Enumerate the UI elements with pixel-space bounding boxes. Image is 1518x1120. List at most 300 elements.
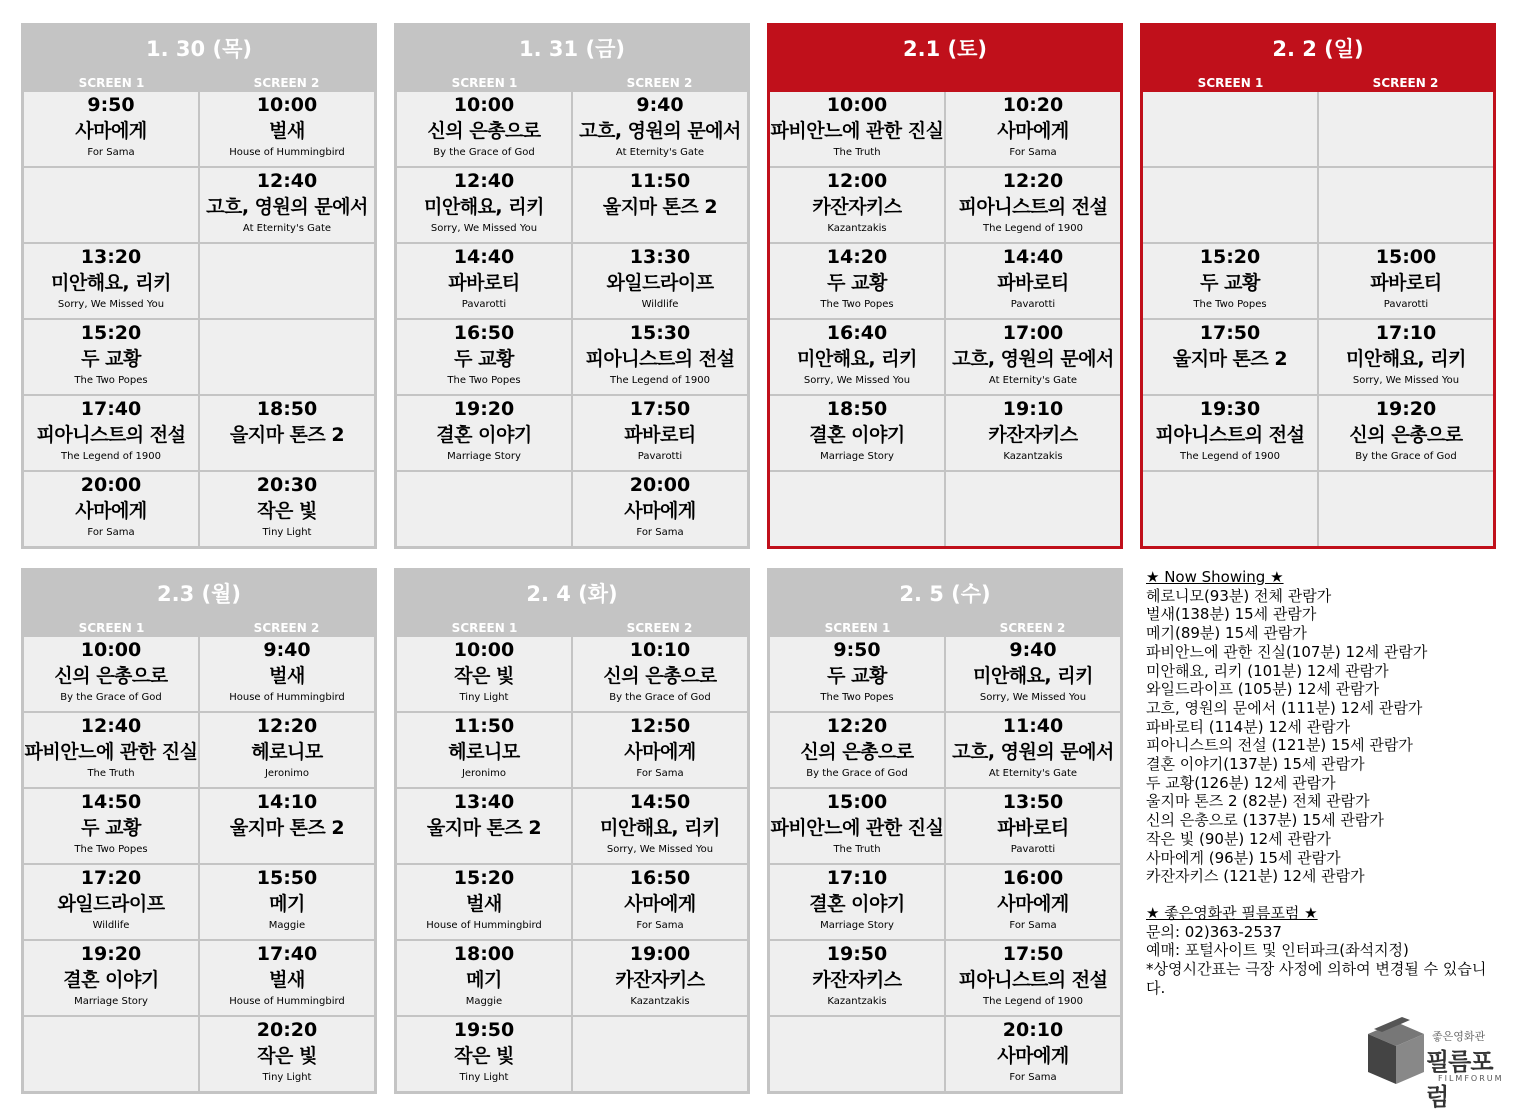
showtime-cell [573,396,747,470]
showtime-cell [24,396,198,470]
showtime: 18:50 [256,398,318,420]
showtime-cell [573,168,747,242]
film-title-ko: 두 교황 [827,665,887,687]
film-title-en: House of Hummingbird [426,920,542,931]
film-title-ko: 카잔자키스 [615,969,705,991]
showtime: 20:30 [256,474,318,496]
showtime-cell [573,789,747,863]
showtime-cell [1319,320,1493,394]
showtime-cell [397,92,571,166]
showtime: 14:40 [453,246,515,268]
logo-sub: FILMFORUM [1438,1074,1504,1083]
showtime: 17:50 [629,398,691,420]
showtime-cell [770,320,944,394]
film-title-ko: 헤로니모 [448,741,520,763]
film-list [1146,587,1496,886]
showtime: 17:10 [826,867,888,889]
showtime-cell [1143,92,1317,166]
showtime-cell [200,168,374,242]
film-title-ko: 와일드라이프 [606,272,714,294]
showtime: 19:20 [80,943,142,965]
film-title-en: Jeronimo [264,768,310,779]
showtime-cell [573,1017,747,1091]
showtime-grid [1143,92,1493,546]
screen-label [945,72,1120,92]
showtime: 14:50 [80,791,142,813]
film-title-en: The Two Popes [820,692,894,703]
showtime: 12:20 [826,715,888,737]
screen-label: SCREEN 1 [1197,76,1264,90]
film-title-ko: 신의 은총으로 [54,665,168,687]
screen-header [770,72,1120,92]
showtime: 19:20 [453,398,515,420]
showtime: 11:40 [1002,715,1064,737]
screen-label: SCREEN 1 [78,76,145,90]
showtime [24,168,198,169]
logo-small: 좋은영화관 [1432,1030,1486,1043]
film-title-ko: 두 교황 [454,348,514,370]
film-title-ko: 울지마 톤즈 2 [602,196,718,218]
film-title-ko: 신의 은총으로 [800,741,914,763]
showtime-cell [24,320,198,394]
screen-header [1143,72,1493,92]
screen-header [770,617,1120,637]
film-title-en: By the Grace of God [1355,451,1457,462]
showtime-cell [946,92,1120,166]
showtime-cell [24,472,198,546]
film-title-ko: 사마에게 [624,741,696,763]
film-title-ko: 미안해요, 리키 [51,272,171,294]
film-title-ko: 사마에게 [624,893,696,915]
showtime-cell [200,637,374,711]
film-title-ko: 카잔자키스 [812,969,902,991]
showtime-cell [1143,320,1317,394]
film-title-en: The Truth [87,768,135,779]
film-title-en: Sorry, We Missed You [606,844,714,855]
showtime [200,244,374,245]
film-title-en: Pavarotti [1383,299,1429,310]
film-info-line: 카잔자키스 (121분) 12세 관람가 [1146,867,1365,886]
showtime: 9:50 [87,94,135,116]
film-title-ko: 파바로티 [997,272,1069,294]
showtime-cell [573,941,747,1015]
showtime-grid [24,92,374,546]
film-title-en: Tiny Light [262,527,312,538]
film-info-line: 사마에게 (96분) 15세 관람가 [1146,848,1341,867]
showtime: 13:30 [629,246,691,268]
film-title-en: Marriage Story [820,920,894,931]
showtime-cell [397,472,571,546]
film-info-line: 파비안느에 관한 진실(107분) 12세 관람가 [1146,642,1428,661]
showtime: 13:50 [1002,791,1064,813]
showtime: 19:10 [1002,398,1064,420]
film-title-en: Jeronimo [461,768,507,779]
film-title-ko: 파바로티 [1370,272,1442,294]
screen-label: SCREEN 2 [626,621,693,635]
film-info-line: 고흐, 영원의 문에서 (111분) 12세 관람가 [1146,698,1423,717]
showtime-cell [770,92,944,166]
showtime: 12:50 [629,715,691,737]
film-title-ko: 사마에게 [624,500,696,522]
showtime: 16:50 [453,322,515,344]
film-title-en: At Eternity's Gate [988,375,1078,386]
film-title-en: For Sama [87,147,135,158]
showtime: 10:10 [629,639,691,661]
film-title-ko: 헤로니모 [251,741,323,763]
showtime-cell [1143,472,1317,546]
showtime-grid [770,637,1120,1091]
film-title-en: Kazantzakis [630,996,690,1007]
showtime: 14:20 [826,246,888,268]
notice-text: *상영시간표는 극장 사정에 의하여 변경될 수 있습니다. [1146,960,1487,997]
film-title-en: The Two Popes [447,375,521,386]
day-schedule [767,568,1123,1094]
film-title-en: By the Grace of God [806,768,908,779]
film-title-ko: 피아니스트의 전설 [585,348,735,370]
film-title-en: Tiny Light [262,1072,312,1083]
showtime: 9:40 [263,639,311,661]
film-title-ko: 두 교황 [1200,272,1260,294]
film-info-line: 피아니스트의 전설 (121분) 15세 관람가 [1146,736,1413,755]
showtime-cell [946,1017,1120,1091]
film-title-en: Kazantzakis [1003,451,1063,462]
showtime: 16:40 [826,322,888,344]
screen-header [24,617,374,637]
film-info-line: 울지마 톤즈 2 (82분) 전체 관람가 [1146,792,1370,811]
showtime: 15:00 [1375,246,1437,268]
showtime [573,1017,747,1018]
film-info-line: 와일드라이프 (105분) 12세 관람가 [1146,680,1380,699]
showtime-cell [1319,244,1493,318]
showtime-cell [200,320,374,394]
showtime [946,472,1120,473]
film-title-ko: 고흐, 영원의 문에서 [952,348,1114,370]
film-title-ko: 울지마 톤즈 2 [229,817,345,839]
film-info-line: 파바로티 (114분) 12세 관람가 [1146,717,1351,736]
showtime-cell [397,865,571,939]
film-title-ko: 사마에게 [997,1045,1069,1067]
showtime: 10:00 [256,94,318,116]
film-title-ko: 벌새 [269,969,305,991]
screen-header [397,617,747,637]
film-info-line: 헤로니모(93분) 전체 관람가 [1146,586,1332,605]
showtime-cell [397,941,571,1015]
screen-label: SCREEN 2 [253,621,320,635]
film-title-en: Sorry, We Missed You [979,692,1087,703]
film-title-ko: 벌새 [466,893,502,915]
film-title-ko: 파비안느에 관한 진실 [770,120,944,142]
film-title-ko: 두 교황 [81,348,141,370]
screen-label: SCREEN 1 [78,621,145,635]
screen-header [24,72,374,92]
showtime-cell [24,865,198,939]
day-title: 1. 30 (목) [146,37,252,61]
showtime: 15:00 [826,791,888,813]
showtime: 9:40 [636,94,684,116]
screen-label: SCREEN 2 [999,621,1066,635]
showtime-cell [946,789,1120,863]
screen-label: SCREEN 2 [1372,76,1439,90]
film-title-ko: 사마에게 [75,500,147,522]
showtime-cell [200,1017,374,1091]
showtime-cell [770,941,944,1015]
film-title-en: Tiny Light [459,1072,509,1083]
film-title-en: Pavarotti [637,451,683,462]
showtime-cell [1143,396,1317,470]
showtime: 19:50 [453,1019,515,1041]
film-title-en: For Sama [1009,920,1057,931]
showtime: 12:40 [453,170,515,192]
showtime: 19:50 [826,943,888,965]
showtime: 17:00 [1002,322,1064,344]
film-title-en: House of Hummingbird [229,147,345,158]
showtime: 15:30 [629,322,691,344]
showtime: 15:20 [453,867,515,889]
showtime-cell [24,92,198,166]
film-title-ko: 벌새 [269,665,305,687]
showtime-cell [770,713,944,787]
showtime: 20:20 [256,1019,318,1041]
showtime: 18:00 [453,943,515,965]
day-title: 2. 2 (일) [1272,37,1364,61]
showtime [1319,92,1493,93]
film-title-en: Pavarotti [1010,299,1056,310]
day-schedule [1140,23,1496,549]
film-info-line: 메기(89분) 15세 관람가 [1146,624,1307,643]
film-title-en: House of Hummingbird [229,996,345,1007]
film-title-en: Sorry, We Missed You [430,223,538,234]
film-title-ko: 작은 빛 [257,500,317,522]
film-title-ko: 피아니스트의 전설 [958,969,1108,991]
screen-label: SCREEN 1 [451,76,518,90]
logo-name: 필름포럼 [1426,1048,1493,1111]
film-title-en: Sorry, We Missed You [1352,375,1460,386]
day-schedule [394,23,750,549]
showtime-cell [1143,168,1317,242]
showtime: 9:50 [833,639,881,661]
film-title-en: The Legend of 1900 [610,375,710,386]
day-title: 1. 31 (금) [519,37,625,61]
film-title-ko: 결혼 이야기 [63,969,159,991]
showtime: 13:20 [80,246,142,268]
showtime-grid [24,637,374,1091]
film-title-ko: 고흐, 영원의 문에서 [579,120,741,142]
showtime: 10:00 [826,94,888,116]
film-title-en: Kazantzakis [827,223,887,234]
film-title-ko: 을지마 톤즈 2 [229,424,345,446]
showtime-cell [24,789,198,863]
film-title-ko: 카잔자키스 [812,196,902,218]
film-title-ko: 파바로티 [997,817,1069,839]
day-title: 2. 5 (수) [899,582,991,606]
screen-label: SCREEN 1 [824,621,891,635]
film-title-en: At Eternity's Gate [242,223,332,234]
film-info-line: 미안해요, 리키 (101분) 12세 관람가 [1146,661,1389,680]
film-title-ko: 울지마 톤즈 2 [1172,348,1288,370]
film-title-ko: 사마에게 [75,120,147,142]
film-title-ko: 파바로티 [624,424,696,446]
showtime-cell [573,637,747,711]
showtime-cell [397,168,571,242]
showtime-cell [397,789,571,863]
showtime: 19:20 [1375,398,1437,420]
film-title-ko: 메기 [466,969,502,991]
showtime-cell [770,637,944,711]
showtime: 17:50 [1002,943,1064,965]
film-title-en: Marriage Story [820,451,894,462]
film-title-en: The Truth [833,844,881,855]
showtime-cell [200,472,374,546]
showtime: 19:00 [629,943,691,965]
film-title-en: By the Grace of God [433,147,535,158]
showtime-cell [1319,168,1493,242]
film-title-en: Maggie [268,920,306,931]
contact-text: 문의: 02)363-2537 [1146,922,1282,941]
showtime-cell [946,320,1120,394]
showtime [1319,472,1493,473]
showtime: 19:30 [1199,398,1261,420]
showtime: 14:10 [256,791,318,813]
showtime-cell [200,92,374,166]
day-schedule [394,568,750,1094]
film-title-en: The Two Popes [74,375,148,386]
film-title-ko: 피아니스트의 전설 [958,196,1108,218]
showtime-cell [573,92,747,166]
film-title-en: The Legend of 1900 [1180,451,1280,462]
showtime-cell [397,1017,571,1091]
showtime: 15:50 [256,867,318,889]
film-title-ko: 사마에게 [997,893,1069,915]
film-title-en: For Sama [636,527,684,538]
showtime-grid [397,92,747,546]
film-title-en: The Legend of 1900 [983,223,1083,234]
showtime: 12:40 [256,170,318,192]
showtime: 16:00 [1002,867,1064,889]
film-title-ko: 벌새 [269,120,305,142]
showtime-cell [24,1017,198,1091]
film-title-ko: 미안해요, 리키 [797,348,917,370]
showtime: 17:10 [1375,322,1437,344]
film-title-ko: 카잔자키스 [988,424,1078,446]
now-showing-title: ★ Now Showing ★ [1146,568,1284,586]
showtime-cell [946,941,1120,1015]
film-title-ko: 피아니스트의 전설 [1155,424,1305,446]
showtime: 11:50 [629,170,691,192]
film-title-en: The Legend of 1900 [61,451,161,462]
showtime: 20:10 [1002,1019,1064,1041]
film-title-ko: 두 교황 [81,817,141,839]
showtime-cell [24,637,198,711]
showtime [200,320,374,321]
film-title-ko: 두 교황 [827,272,887,294]
showtime: 10:00 [453,639,515,661]
screen-label: SCREEN 2 [626,76,693,90]
showtime-cell [397,637,571,711]
showtime [24,1017,198,1018]
showtime-cell [946,396,1120,470]
showtime-cell [946,865,1120,939]
film-info-line: 신의 은총으로 (137분) 15세 관람가 [1146,811,1384,830]
film-title-ko: 신의 은총으로 [603,665,717,687]
film-title-ko: 미안해요, 리키 [424,196,544,218]
film-title-en: The Legend of 1900 [983,996,1083,1007]
showtime: 20:00 [80,474,142,496]
showtime-cell [573,713,747,787]
showtime: 13:40 [453,791,515,813]
film-title-ko: 작은 빛 [257,1045,317,1067]
film-title-en: Tiny Light [459,692,509,703]
showtime-cell [397,244,571,318]
showtime: 17:40 [80,398,142,420]
film-title-en: Kazantzakis [827,996,887,1007]
showtime-cell [770,1017,944,1091]
film-title-en: Sorry, We Missed You [803,375,911,386]
showtime-cell [200,713,374,787]
booking-text: 예매: 포털사이트 및 인터파크(좌석지정) [1146,941,1409,960]
showtime: 12:20 [1002,170,1064,192]
film-title-en: Wildlife [641,299,679,310]
film-title-ko: 파비안느에 관한 진실 [770,817,944,839]
day-schedule [767,23,1123,549]
film-title-en: At Eternity's Gate [988,768,1078,779]
showtime [397,472,571,473]
film-title-en: Sorry, We Missed You [57,299,165,310]
screen-label [770,72,945,92]
film-title-ko: 고흐, 영원의 문에서 [206,196,368,218]
film-title-ko: 메기 [269,893,305,915]
film-title-en: Marriage Story [447,451,521,462]
showtime-cell [397,713,571,787]
showtime-cell [1319,396,1493,470]
film-title-ko: 결혼 이야기 [436,424,532,446]
showtime-cell [24,244,198,318]
showtime: 14:40 [1002,246,1064,268]
showtime: 18:50 [826,398,888,420]
showtime-cell [770,472,944,546]
showtime [770,1017,944,1018]
showtime: 17:20 [80,867,142,889]
showtime: 20:00 [629,474,691,496]
showtime: 9:40 [1009,639,1057,661]
film-title-en: For Sama [636,920,684,931]
film-title-en: For Sama [87,527,135,538]
film-title-ko: 결혼 이야기 [809,424,905,446]
showtime-cell [200,244,374,318]
showtime: 12:40 [80,715,142,737]
showtime: 10:00 [80,639,142,661]
film-title-ko: 미안해요, 리키 [973,665,1093,687]
film-title-en: House of Hummingbird [229,692,345,703]
film-title-ko: 미안해요, 리키 [600,817,720,839]
film-title-ko: 파비안느에 관한 진실 [24,741,198,763]
showtime [770,472,944,473]
film-title-ko: 와일드라이프 [57,893,165,915]
showtime-cell [24,941,198,1015]
film-info-line: 작은 빛 (90분) 12세 관람가 [1146,829,1331,848]
film-title-en: Pavarotti [1010,844,1056,855]
screen-label: SCREEN 1 [451,621,518,635]
day-schedule [21,568,377,1094]
film-title-en: For Sama [1009,147,1057,158]
showtime-cell [200,396,374,470]
film-title-ko: 작은 빛 [454,1045,514,1067]
showtime-cell [946,713,1120,787]
showtime: 17:50 [1199,322,1261,344]
showtime-cell [24,168,198,242]
showtime-cell [200,865,374,939]
showtime-grid [770,92,1120,546]
showtime-cell [946,472,1120,546]
